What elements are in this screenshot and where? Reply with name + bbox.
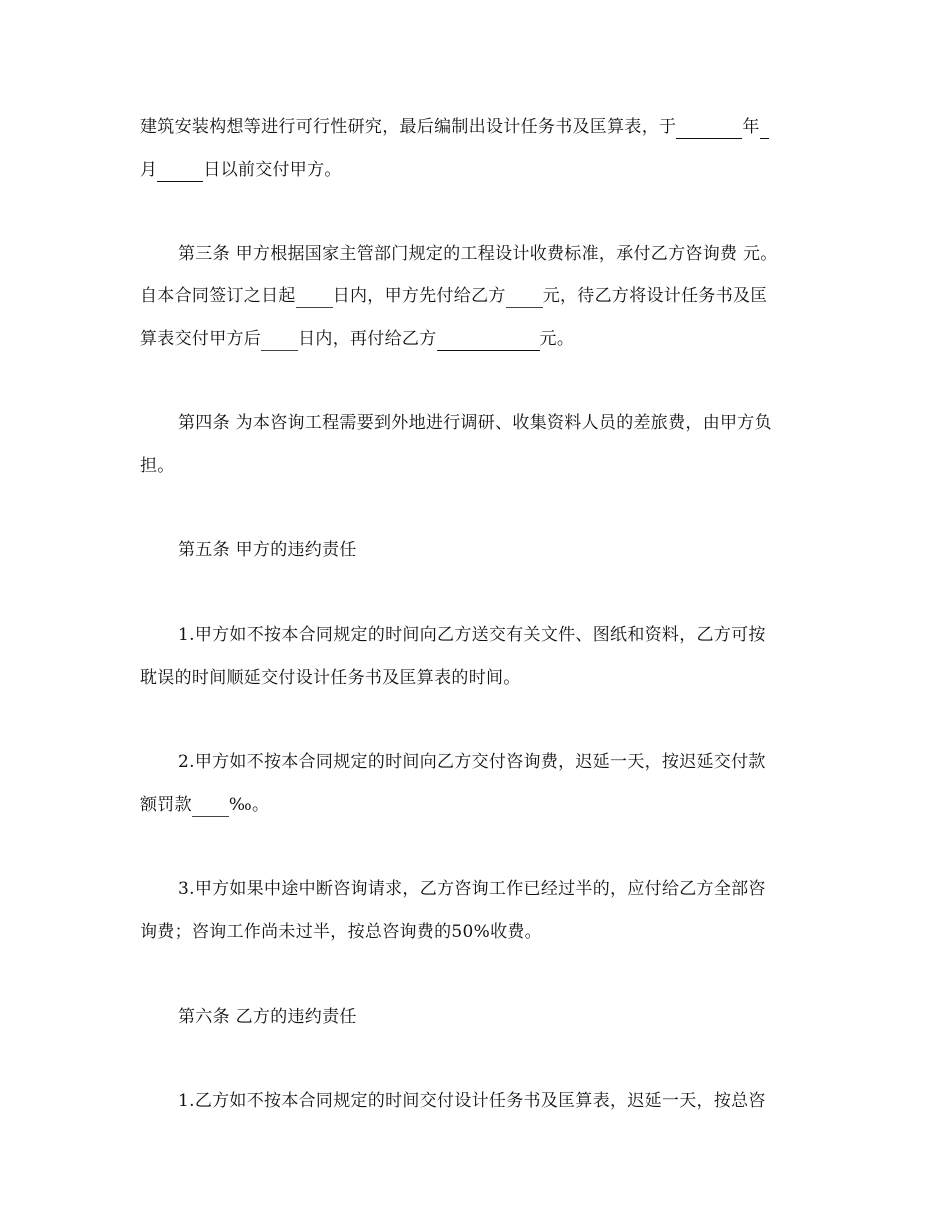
text-segment: 建筑安装构想等进行可行性研究，最后编制出设计任务书及匡算表，于 [140,117,677,137]
paragraph-line [140,116,769,139]
text-segment: 算表交付甲方后 [140,329,262,349]
article-5-item-3-line-2: 询费；咨询工作尚未过半，按总咨询费的50%收费。 [140,922,542,942]
text-segment: 年 [742,117,760,137]
text-segment: ‰。 [228,795,270,815]
article-4-line-1: 第四条 为本咨询工程需要到外地进行调研、收集资料人员的差旅费，由甲方负 [178,413,772,433]
paragraph-line [140,159,342,182]
article-6-item-1-line-1: 1.乙方如不按本合同规定的时间交付设计任务书及匡算表，迟延一天，按总咨 [178,1091,766,1111]
article-5-item-1-line-2: 耽误的时间顺延交付设计任务书及匡算表的时间。 [140,668,521,688]
text-segment: 元。 [539,329,575,349]
text-segment: 日内，甲方先付给乙方 [332,286,506,306]
text-segment: 日内，再付给乙方 [298,329,437,349]
article-3-line-3 [140,328,574,351]
article-3-line-2 [140,285,768,308]
blank-days-field [261,328,298,351]
blank-penalty-rate-field [192,794,229,817]
article-5-item-2-line-1: 2.甲方如不按本合同规定的时间向乙方交付咨询费，迟延一天，按迟延交付款 [178,752,766,772]
text-segment: 自本合同签订之日起 [140,286,296,306]
article-4-line-2: 担。 [140,456,175,476]
blank-amount-field [506,285,543,308]
blank-days-field [296,285,333,308]
blank-year-field [676,116,742,139]
blank-day-field [157,159,203,182]
article-5-title: 第五条 甲方的违约责任 [178,540,357,560]
text-segment: 元，待乙方将设计任务书及匡 [542,286,768,306]
article-5-item-2-line-2 [140,794,269,817]
text-segment: 额罚款 [140,795,192,815]
text-segment: 日以前交付甲方。 [203,160,342,180]
blank-month-field [760,116,769,139]
text-segment: 月 [140,160,158,180]
article-3-line-1: 第三条 甲方根据国家主管部门规定的工程设计收费标准，承付乙方咨询费 元。 [178,244,778,264]
article-5-item-3-line-1: 3.甲方如果中途中断咨询请求，乙方咨询工作已经过半的，应付给乙方全部咨 [178,879,766,899]
article-6-title: 第六条 乙方的违约责任 [178,1007,357,1027]
blank-amount-field [437,328,540,351]
article-5-item-1-line-1: 1.甲方如不按本合同规定的时间向乙方送交有关文件、图纸和资料，乙方可按 [178,625,766,645]
